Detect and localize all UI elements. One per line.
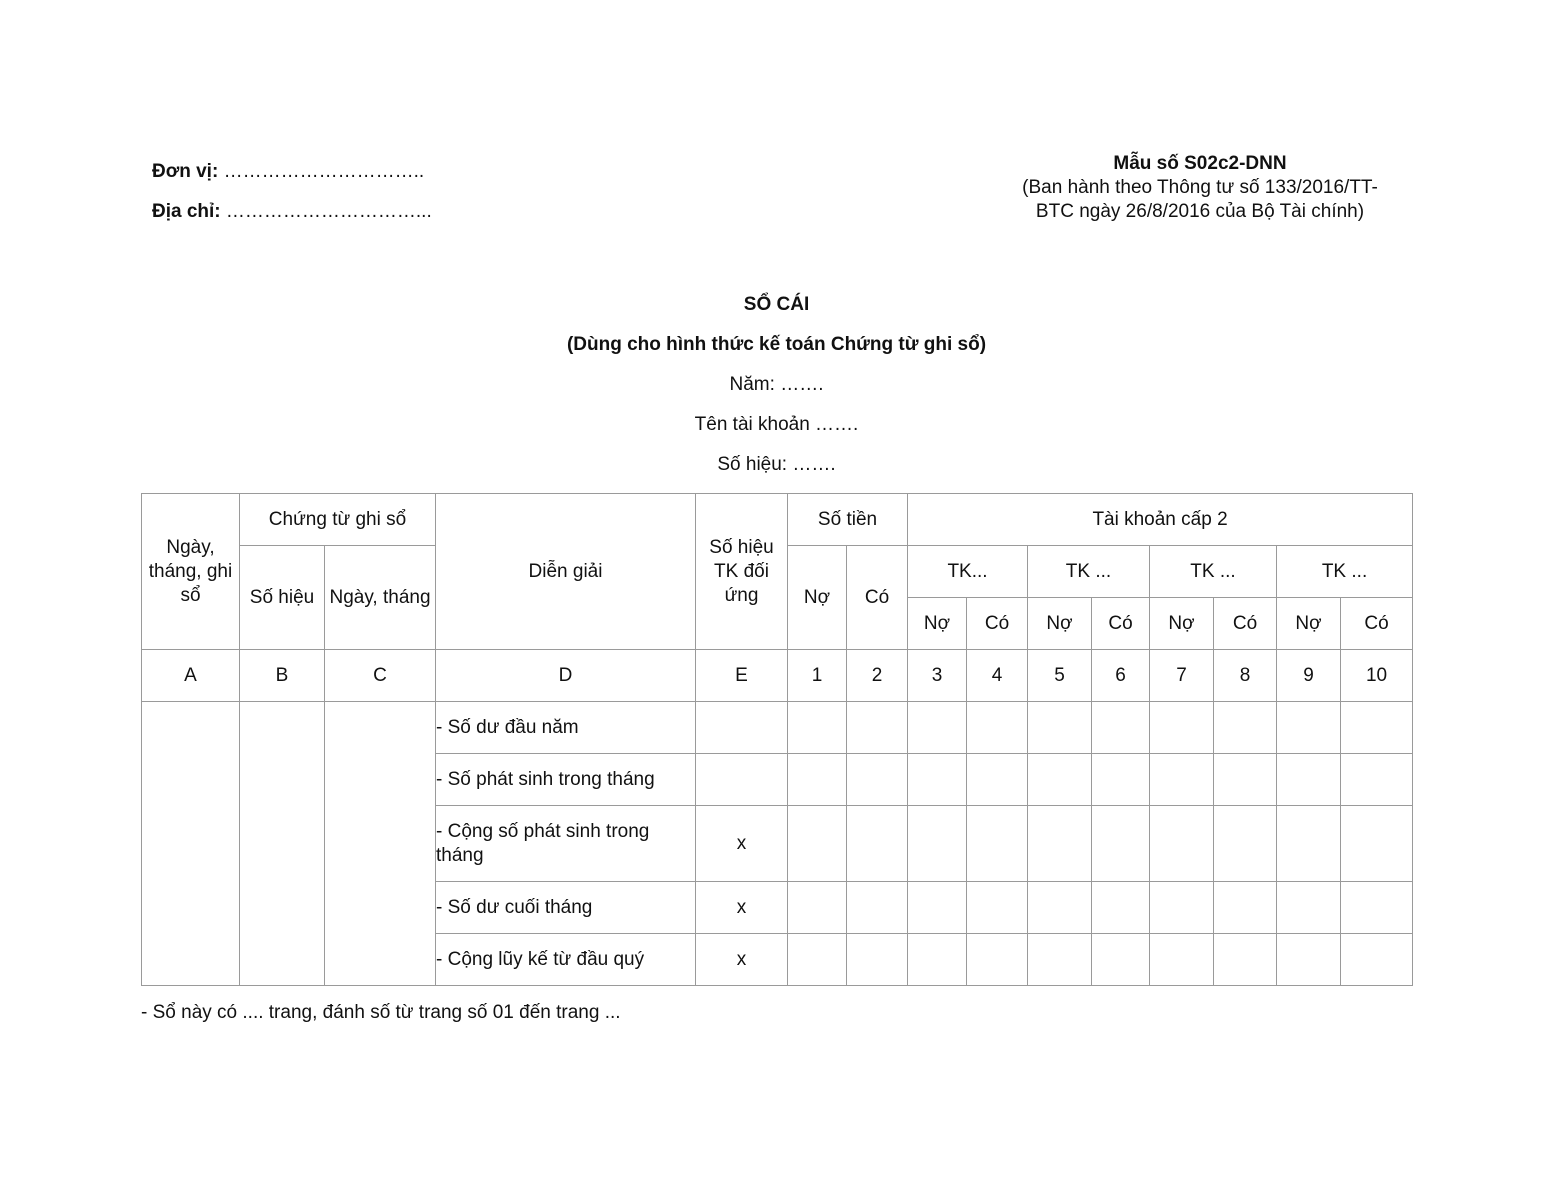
value-cell [1341, 882, 1413, 934]
value-cell [847, 882, 908, 934]
code-cell: D [436, 650, 696, 702]
page-subtitle: (Dùng cho hình thức kế toán Chứng từ ghi sổ) [566, 334, 987, 355]
value-cell [1277, 754, 1341, 806]
value-cell [1092, 882, 1150, 934]
value-cell [1341, 806, 1413, 882]
form-note-line1: (Ban hành theo Thông tư số 133/2016/TT- [1022, 177, 1378, 198]
form-identifier [990, 152, 1410, 224]
value-cell [967, 806, 1028, 882]
col-level2-header: Tài khoản cấp 2 [908, 494, 1413, 546]
voucher-date-cell [325, 702, 436, 986]
value-cell [847, 934, 908, 986]
unit-value: ………………………….. [223, 161, 425, 182]
sub-debit-3: Nợ [1150, 598, 1214, 650]
contra-cell [696, 702, 788, 754]
value-cell [1150, 934, 1214, 986]
desc-cell: - Cộng số phát sinh trong tháng [436, 806, 696, 882]
value-cell [1150, 754, 1214, 806]
code-cell: 3 [908, 650, 967, 702]
col-voucher-header: Chứng từ ghi sổ [240, 494, 436, 546]
code-cell: E [696, 650, 788, 702]
col-debit-header: Nợ [788, 546, 847, 650]
value-cell [1214, 934, 1277, 986]
value-cell [1150, 882, 1214, 934]
code-cell: 8 [1214, 650, 1277, 702]
col-amount-header: Số tiền [788, 494, 908, 546]
form-note-line2: BTC ngày 26/8/2016 của Bộ Tài chính) [1035, 201, 1365, 222]
code-cell: 10 [1341, 650, 1413, 702]
value-cell [788, 806, 847, 882]
value-cell [1092, 754, 1150, 806]
col-contra-header: Số hiệu TK đối ứng [696, 494, 788, 650]
sub-credit-4: Có [1341, 598, 1413, 650]
contra-cell: x [696, 934, 788, 986]
value-cell [788, 934, 847, 986]
value-cell [967, 934, 1028, 986]
value-cell [1150, 702, 1214, 754]
col-credit-header: Có [847, 546, 908, 650]
value-cell [967, 702, 1028, 754]
sub-credit-3: Có [1214, 598, 1277, 650]
unit-label: Đơn vị: [152, 161, 219, 182]
desc-cell: - Số dư cuối tháng [436, 882, 696, 934]
code-cell: A [142, 650, 240, 702]
unit-block [152, 152, 432, 232]
account-name-line: Tên tài khoản ……. [694, 414, 859, 435]
desc-cell: - Số phát sinh trong tháng [436, 754, 696, 806]
code-cell: 2 [847, 650, 908, 702]
value-cell [1028, 806, 1092, 882]
value-cell [1214, 806, 1277, 882]
table-row [142, 702, 1413, 754]
sub-account-3-header: TK ... [1150, 546, 1277, 598]
page-footer-note: - Sổ này có .... trang, đánh số từ trang số 01 đến trang ... [141, 1002, 621, 1023]
page-title: SỔ CÁI [743, 294, 810, 315]
value-cell [1028, 754, 1092, 806]
header-row-1 [142, 494, 1413, 546]
value-cell [847, 754, 908, 806]
value-cell [908, 754, 967, 806]
address-label: Địa chỉ: [152, 201, 221, 222]
value-cell [1214, 754, 1277, 806]
code-cell: 6 [1092, 650, 1150, 702]
voucher-no-cell [240, 702, 325, 986]
address-line [152, 192, 432, 232]
code-cell: 4 [967, 650, 1028, 702]
value-cell [1214, 882, 1277, 934]
value-cell [967, 754, 1028, 806]
value-cell [908, 882, 967, 934]
form-code: Mẫu số S02c2-DNN [1113, 153, 1287, 174]
contra-cell [696, 754, 788, 806]
code-cell: B [240, 650, 325, 702]
value-cell [1092, 934, 1150, 986]
value-cell [788, 754, 847, 806]
value-cell [1341, 754, 1413, 806]
col-voucher-no-header: Số hiệu [240, 546, 325, 650]
year-line: Năm: ……. [729, 374, 824, 395]
code-cell: 1 [788, 650, 847, 702]
value-cell [847, 702, 908, 754]
value-cell [788, 702, 847, 754]
sub-account-2-header: TK ... [1028, 546, 1150, 598]
sub-debit-1: Nợ [908, 598, 967, 650]
date-cell [142, 702, 240, 986]
code-cell: 9 [1277, 650, 1341, 702]
value-cell [1150, 806, 1214, 882]
value-cell [1277, 806, 1341, 882]
value-cell [847, 806, 908, 882]
account-code-line: Số hiệu: ……. [717, 454, 836, 475]
desc-cell: - Số dư đầu năm [436, 702, 696, 754]
value-cell [1277, 702, 1341, 754]
ledger-table [141, 493, 1413, 986]
value-cell [1277, 882, 1341, 934]
sub-credit-2: Có [1092, 598, 1150, 650]
code-cell: 5 [1028, 650, 1092, 702]
value-cell [908, 934, 967, 986]
col-date-header: Ngày, tháng, ghi sổ [142, 494, 240, 650]
value-cell [1341, 934, 1413, 986]
sub-debit-2: Nợ [1028, 598, 1092, 650]
value-cell [908, 702, 967, 754]
unit-line [152, 152, 432, 192]
value-cell [788, 882, 847, 934]
value-cell [1092, 806, 1150, 882]
contra-cell: x [696, 806, 788, 882]
value-cell [1092, 702, 1150, 754]
col-desc-header: Diễn giải [436, 494, 696, 650]
value-cell [908, 806, 967, 882]
sub-account-1-header: TK... [908, 546, 1028, 598]
contra-cell: x [696, 882, 788, 934]
sub-debit-4: Nợ [1277, 598, 1341, 650]
sub-account-4-header: TK ... [1277, 546, 1413, 598]
code-cell: 7 [1150, 650, 1214, 702]
code-cell: C [325, 650, 436, 702]
col-voucher-date-header: Ngày, tháng [325, 546, 436, 650]
sub-credit-1: Có [967, 598, 1028, 650]
value-cell [1341, 702, 1413, 754]
code-row [142, 650, 1413, 702]
value-cell [967, 882, 1028, 934]
address-value: …………………………... [225, 201, 432, 222]
value-cell [1028, 934, 1092, 986]
desc-cell: - Cộng lũy kế từ đầu quý [436, 934, 696, 986]
value-cell [1214, 702, 1277, 754]
value-cell [1028, 882, 1092, 934]
value-cell [1028, 702, 1092, 754]
value-cell [1277, 934, 1341, 986]
